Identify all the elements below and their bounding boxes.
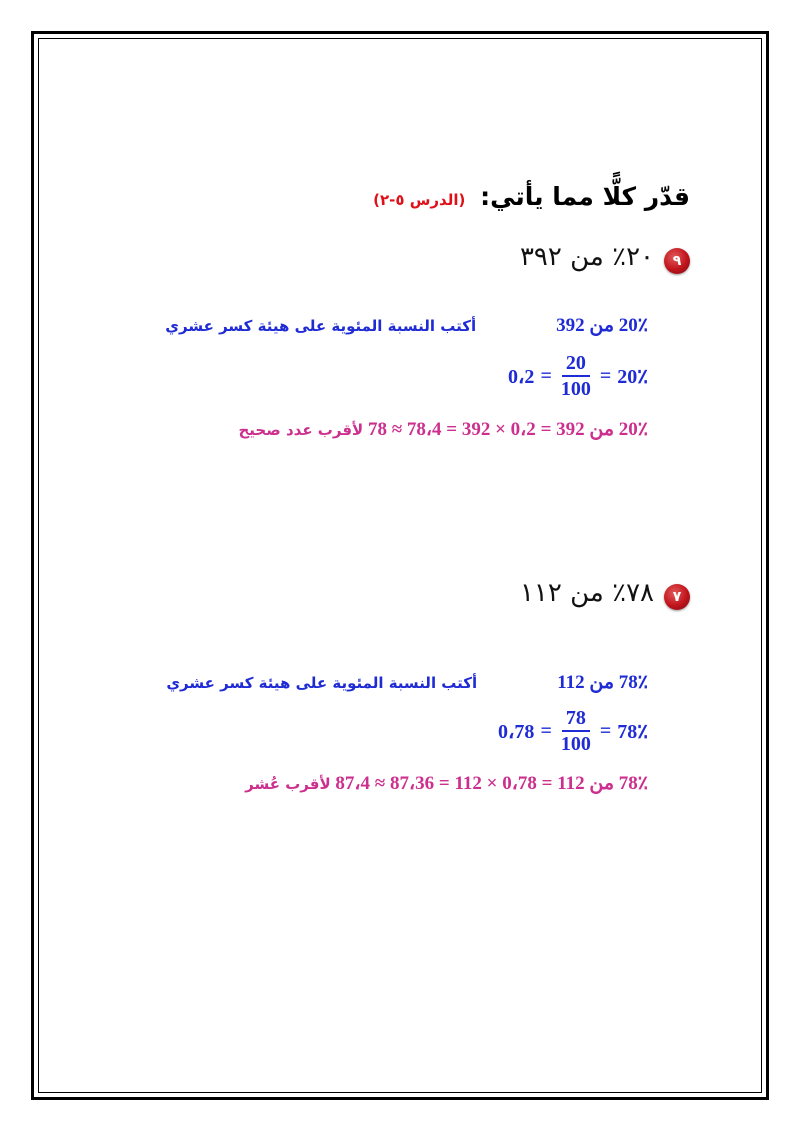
solution-step-1 (165, 314, 648, 337)
problem-statement: ٢٠٪ من ٣٩٢ (519, 242, 654, 272)
result-note: لأقرب عُشر (245, 775, 331, 793)
fraction (561, 353, 591, 399)
solution-step-2 (166, 671, 648, 694)
fraction (561, 708, 591, 754)
solution-result (239, 418, 649, 441)
problem-9 (170, 242, 690, 282)
fraction-denominator: 100 (560, 733, 591, 755)
equation-rhs: 0،78 (497, 720, 535, 743)
lesson-reference: (الدرس ٥-٢) (373, 191, 466, 209)
step-expression: 78٪ من 112 (557, 672, 648, 693)
step-note: أكتب النسبة المئوية على هيئة كسر عشري (166, 674, 478, 692)
equation-lhs: 78٪ (617, 720, 648, 743)
fraction-numerator: 20 (562, 353, 590, 377)
result-expression: 20٪ من 392 = 0،2 × 392 = 78،4 ≈ 78 (367, 419, 648, 440)
step-expression: 20٪ من 392 (556, 315, 648, 336)
instruction-title: قدّر كلًّا مما يأتي: (480, 182, 690, 211)
result-note: لأقرب عدد صحيح (238, 421, 364, 439)
problem-number-badge: ٧ (664, 584, 690, 610)
equation-rhs: 0،2 (507, 365, 535, 388)
fraction-numerator: 78 (562, 708, 590, 732)
fraction-denominator: 100 (560, 378, 591, 400)
problem-7 (170, 578, 690, 618)
problem-number-badge: ٩ (664, 248, 690, 274)
instruction-heading (170, 182, 690, 211)
solution-equation: 20٪ = $\frac{20}{100}$ = 0،2 (507, 352, 648, 400)
equation-lhs: 20٪ (617, 365, 648, 388)
result-expression: 78٪ من 112 = 0،78 × 112 = 87،36 ≈ 87،4 (335, 773, 648, 794)
problem-statement: ٧٨٪ من ١١٢ (519, 578, 654, 608)
solution-result (245, 772, 648, 795)
step-note: أكتب النسبة المئوية على هيئة كسر عشري (165, 317, 477, 335)
solution-equation: 78٪ = $\frac{78}{100}$ = 0،78 (497, 707, 648, 755)
